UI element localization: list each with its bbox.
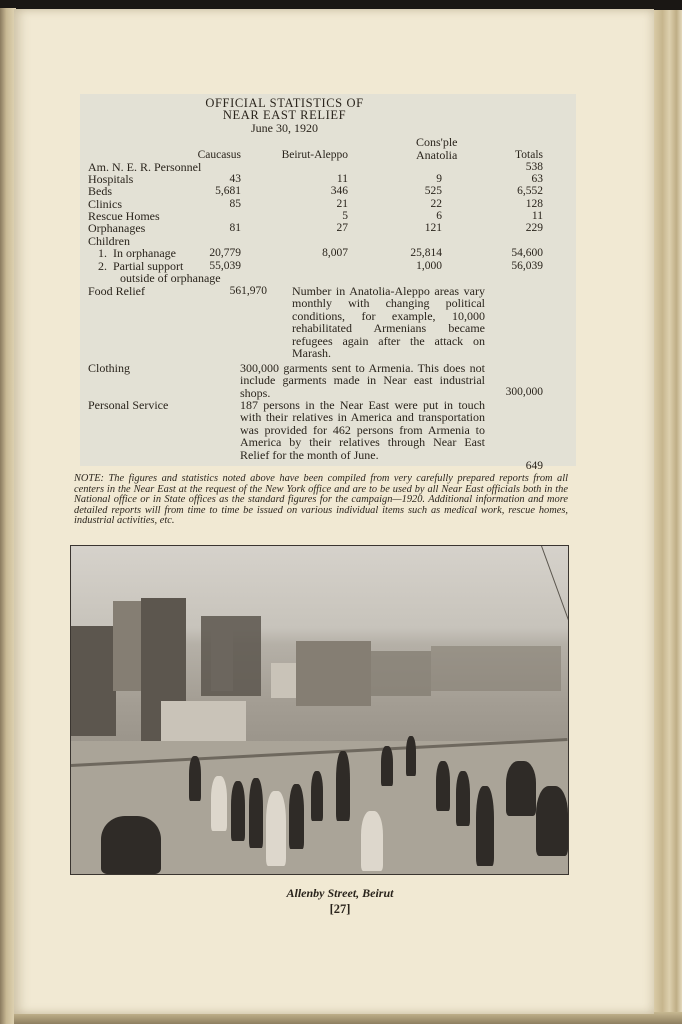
cell-hospitals-anatolia: 9 xyxy=(436,173,442,185)
row-label-hospitals: Hospitals xyxy=(88,172,134,186)
photo-person xyxy=(336,751,350,821)
cell-in-orphanage-anatolia: 25,814 xyxy=(410,247,442,259)
photo-person xyxy=(536,786,568,856)
row-label-orphanages: Orphanages xyxy=(88,221,146,235)
cell-personnel-total: 538 xyxy=(525,161,543,173)
photo-person xyxy=(406,736,416,776)
column-header-totals: Totals xyxy=(515,149,543,161)
cell-rescue-homes-total: 11 xyxy=(531,210,543,222)
cell-beds-caucasus: 5,681 xyxy=(215,185,241,197)
photograph-allenby-street xyxy=(70,545,569,875)
cell-beds-total: 6,552 xyxy=(517,185,543,197)
footnote: NOTE: The figures and statistics noted above have been compiled from very carefully prepared reports from all centers in the Near East at the request of the New York office and are to be used by all Near East officials both in the National office or in State offices as the standard figures for the campaign—1920. Additional information and more detailed reports will from time to time be issued on various individual items such as medical work, rescue homes, industrial activities, etc. xyxy=(74,473,568,527)
cell-clinics-anatolia: 22 xyxy=(430,198,442,210)
food-relief-note: Number in Anatolia-Aleppo areas vary monthly with changing political conditions, for example, 10,000 rehabilitated Armenians became refugees again after the attack on Marash. xyxy=(292,284,485,361)
photo-building xyxy=(296,641,371,706)
cell-clinics-total: 128 xyxy=(525,198,543,210)
photo-person xyxy=(381,746,393,786)
cell-rescue-homes-beirut-aleppo: 5 xyxy=(342,210,348,222)
photo-person xyxy=(249,778,263,848)
cell-partial-support-caucasus: 55,039 xyxy=(209,260,241,272)
photo-person xyxy=(289,784,304,849)
table-date: June 30, 1920 xyxy=(251,121,318,135)
cell-clinics-caucasus: 85 xyxy=(229,198,241,210)
photo-building xyxy=(201,616,261,696)
column-header-anatolia-line-2: Anatolia xyxy=(416,148,458,162)
photo-building xyxy=(71,626,116,736)
row-label-partial-support: 2. Partial support xyxy=(98,259,184,273)
photo-person xyxy=(456,771,470,826)
cell-hospitals-caucasus: 43 xyxy=(229,173,241,185)
photo-person xyxy=(266,791,286,866)
photo-building xyxy=(431,646,561,691)
row-label-beds: Beds xyxy=(88,184,112,198)
photo-caption: Allenby Street, Beirut xyxy=(286,886,394,900)
photo-person xyxy=(231,781,245,841)
cell-orphanages-total: 229 xyxy=(525,222,543,234)
book-page-edges-right xyxy=(654,10,682,1024)
cell-clothing-total: 300,000 xyxy=(505,386,543,398)
photo-person xyxy=(189,756,201,801)
photo-person xyxy=(311,771,323,821)
clothing-note: 300,000 garments sent to Armenia. This does not include garments made in Near east industrial shops. xyxy=(240,361,485,400)
row-label-rescue-homes: Rescue Homes xyxy=(88,209,160,223)
cell-rescue-homes-anatolia: 6 xyxy=(436,210,442,222)
photo-building xyxy=(371,651,431,696)
cell-orphanages-beirut-aleppo: 27 xyxy=(336,222,348,234)
cell-partial-support-anatolia: 1,000 xyxy=(416,260,442,272)
table-title-line-1: OFFICIAL STATISTICS OF xyxy=(205,96,364,110)
cell-clinics-beirut-aleppo: 21 xyxy=(336,198,348,210)
page-number: [27] xyxy=(329,902,351,916)
statistics-table xyxy=(80,94,576,472)
row-label-clothing: Clothing xyxy=(88,361,131,375)
photo-rubble xyxy=(161,701,246,746)
photo-person xyxy=(101,816,161,874)
cell-in-orphanage-beirut-aleppo: 8,007 xyxy=(322,247,348,259)
row-label-personal-service: Personal Service xyxy=(88,398,169,412)
photo-person xyxy=(476,786,494,866)
column-header-caucasus: Caucasus xyxy=(197,149,241,161)
photo-person xyxy=(436,761,450,811)
row-label-clinics: Clinics xyxy=(88,197,123,211)
cell-partial-support-total: 56,039 xyxy=(511,260,543,272)
cell-hospitals-beirut-aleppo: 11 xyxy=(336,173,348,185)
cell-food-relief-value: 561,970 xyxy=(229,285,267,297)
photo-person xyxy=(506,761,536,816)
row-label-in-orphanage: 1. In orphanage xyxy=(98,246,176,260)
cell-personal-service-total: 649 xyxy=(525,460,543,472)
photo-wire xyxy=(541,546,569,659)
photo-person xyxy=(211,776,227,831)
table-title-line-2: NEAR EAST RELIEF xyxy=(222,108,347,122)
row-label-food-relief: Food Relief xyxy=(88,284,145,298)
cell-orphanages-anatolia: 121 xyxy=(424,222,442,234)
row-label-partial-support-line-2: outside of orphanage xyxy=(120,271,221,285)
personal-service-note: 187 persons in the Near East were put in touch with their relatives in America and transportation was provided for 462 persons from Armenia to America by their relatives through Near East Relief for the month of June. xyxy=(240,398,485,462)
cell-orphanages-caucasus: 81 xyxy=(229,222,241,234)
cell-beds-anatolia: 525 xyxy=(424,185,442,197)
column-header-anatolia-line-1: Cons'ple xyxy=(416,135,458,149)
cell-in-orphanage-caucasus: 20,779 xyxy=(209,247,241,259)
cell-beds-beirut-aleppo: 346 xyxy=(330,185,348,197)
column-header-beirut-aleppo: Beirut-Aleppo xyxy=(281,149,348,161)
cell-hospitals-total: 63 xyxy=(531,173,543,185)
row-label-children: Children xyxy=(88,234,130,248)
row-label-personnel: Am. N. E. R. Personnel xyxy=(88,160,202,174)
cell-in-orphanage-total: 54,600 xyxy=(511,247,543,259)
photo-person xyxy=(361,811,383,871)
